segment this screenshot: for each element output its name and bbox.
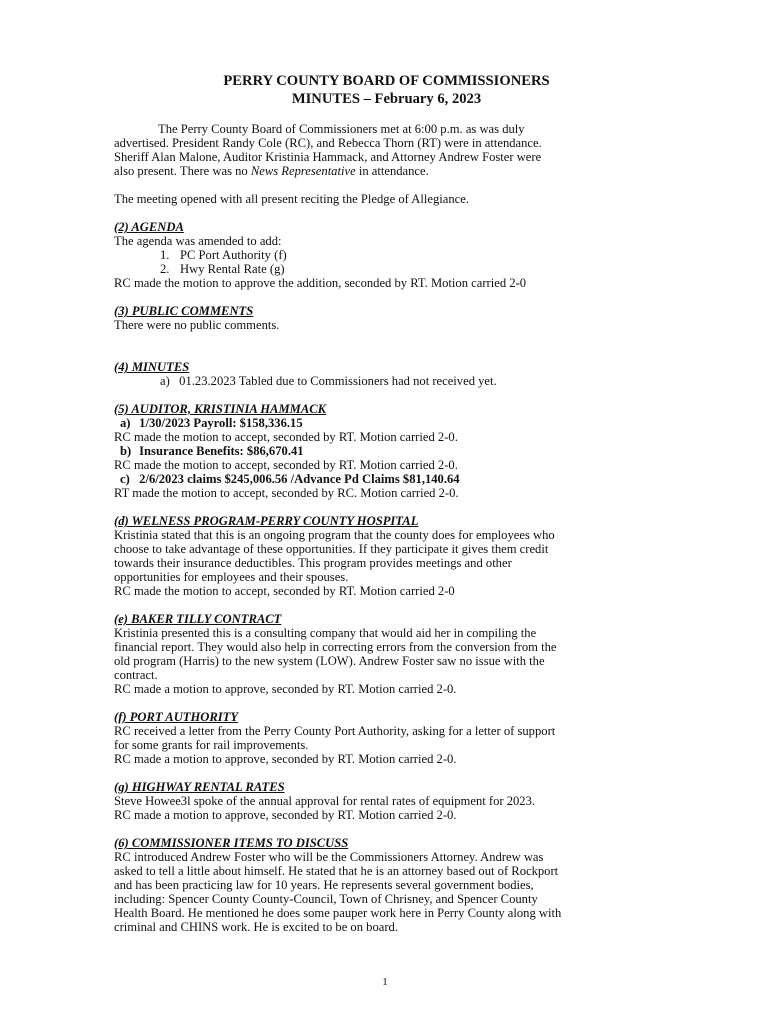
list-letter: a) bbox=[160, 374, 170, 388]
motion-text: RC made a motion to approve, seconded by RT. Motion carried 2-0. bbox=[114, 808, 457, 822]
spacer bbox=[114, 290, 659, 304]
body-line: Steve Howee3l spoke of the annual approval for rental rates of equipment for 2023. bbox=[114, 794, 536, 808]
section-wellness bbox=[114, 514, 659, 598]
agenda-intro: The agenda was amended to add: bbox=[114, 234, 282, 248]
list-text: 01.23.2023 Tabled due to Commissioners had not received yet. bbox=[179, 374, 497, 388]
section-commissioner-items bbox=[114, 836, 659, 934]
section-heading: (g) HIGHWAY RENTAL RATES bbox=[114, 780, 285, 794]
body-line: financial report. They would also help in correcting errors from the conversion from the bbox=[114, 640, 557, 654]
spacer bbox=[114, 108, 659, 122]
section-public-comments bbox=[114, 304, 659, 332]
intro-text: also present. There was no bbox=[114, 164, 251, 178]
body-line: and has been practicing law for 10 years. He represents several government bodies, bbox=[114, 878, 534, 892]
spacer bbox=[114, 598, 659, 612]
section-heading: (f) PORT AUTHORITY bbox=[114, 710, 239, 724]
body-line: towards their insurance deductibles. This program provides meetings and other bbox=[114, 556, 512, 570]
section-heading: (3) PUBLIC COMMENTS bbox=[114, 304, 254, 318]
minutes-item bbox=[114, 374, 659, 388]
body-line: RC received a letter from the Perry County Port Authority, asking for a letter of support bbox=[114, 724, 556, 738]
motion-text: RC made a motion to approve, seconded by RT. Motion carried 2-0. bbox=[114, 752, 457, 766]
section-port-authority bbox=[114, 710, 659, 766]
spacer bbox=[114, 766, 659, 780]
list-text: Insurance Benefits: $86,670.41 bbox=[139, 444, 304, 458]
public-text: There were no public comments. bbox=[114, 318, 280, 332]
motion-text: RC made the motion to accept, seconded by RT. Motion carried 2-0. bbox=[114, 430, 458, 444]
section-auditor bbox=[114, 402, 659, 500]
pledge-text: The meeting opened with all present reciting the Pledge of Allegiance. bbox=[114, 192, 469, 206]
spacer bbox=[114, 206, 659, 220]
spacer bbox=[114, 500, 659, 514]
title-line-2: MINUTES – February 6, 2023 bbox=[291, 91, 482, 107]
list-letter: a) bbox=[120, 416, 131, 430]
page-number: 1 bbox=[382, 976, 388, 988]
auditor-item bbox=[114, 472, 659, 486]
motion-text: RC made the motion to approve the addition, seconded by RT. Motion carried 2-0 bbox=[114, 276, 527, 290]
body-line: choose to take advantage of these opportunities. If they participate it gives them credit bbox=[114, 542, 549, 556]
list-text: 2/6/2023 claims $245,006.56 /Advance Pd Claims $81,140.64 bbox=[139, 472, 460, 486]
body-line: old program (Harris) to the new system (LOW). Andrew Foster saw no issue with the bbox=[114, 654, 545, 668]
intro-line: Sheriff Alan Malone, Auditor Kristinia Hammack, and Attorney Andrew Foster were bbox=[114, 150, 542, 164]
list-text: 1/30/2023 Payroll: $158,336.15 bbox=[139, 416, 303, 430]
list-number: 2. bbox=[160, 262, 170, 276]
section-heading: (e) BAKER TILLY CONTRACT bbox=[114, 612, 282, 626]
auditor-item bbox=[114, 444, 659, 458]
motion-text: RC made the motion to accept, seconded by RT. Motion carried 2-0 bbox=[114, 584, 455, 598]
agenda-list-item bbox=[114, 248, 659, 262]
section-heading: (6) COMMISSIONER ITEMS TO DISCUSS bbox=[114, 836, 349, 850]
section-heading: (5) AUDITOR, KRISTINIA HAMMACK bbox=[114, 402, 327, 416]
spacer bbox=[114, 696, 659, 710]
section-agenda bbox=[114, 220, 659, 290]
section-highway-rental bbox=[114, 780, 659, 822]
body-line: Kristinia stated that this is an ongoing program that the county does for employees who bbox=[114, 528, 555, 542]
body-line: asked to tell a little about himself. He stated that he is an attorney based out of Rockport bbox=[114, 864, 559, 878]
intro-text: in attendance. bbox=[355, 164, 429, 178]
section-minutes bbox=[114, 360, 659, 388]
body-line: including: Spencer County County-Council, Town of Chrisney, and Spencer County bbox=[114, 892, 538, 906]
body-line: for some grants for rail improvements. bbox=[114, 738, 309, 752]
intro-line bbox=[114, 164, 659, 178]
title-line-1: PERRY COUNTY BOARD OF COMMISSIONERS bbox=[223, 73, 550, 89]
body-line: RC introduced Andrew Foster who will be the Commissioners Attorney. Andrew was bbox=[114, 850, 544, 864]
spacer bbox=[114, 388, 659, 402]
intro-paragraph bbox=[114, 122, 659, 178]
intro-line: The Perry County Board of Commissioners met at 6:00 p.m. as was duly bbox=[158, 122, 525, 136]
document-page bbox=[114, 72, 659, 934]
intro-emphasis: News Representative bbox=[250, 164, 356, 178]
list-text: Hwy Rental Rate (g) bbox=[180, 262, 285, 276]
section-heading: (2) AGENDA bbox=[114, 220, 184, 234]
section-heading: (d) WELNESS PROGRAM-PERRY COUNTY HOSPITAL bbox=[114, 514, 419, 528]
agenda-list-item bbox=[114, 262, 659, 276]
list-letter: b) bbox=[120, 444, 132, 458]
spacer bbox=[114, 178, 659, 192]
body-line: criminal and CHINS work. He is excited to be on board. bbox=[114, 920, 398, 934]
body-line: Health Board. He mentioned he does some pauper work here in Perry County along with bbox=[114, 906, 562, 920]
body-line: Kristinia presented this is a consulting company that would aid her in compiling the bbox=[114, 626, 537, 640]
spacer bbox=[114, 332, 659, 360]
list-letter: c) bbox=[120, 472, 130, 486]
auditor-item bbox=[114, 416, 659, 430]
document-title bbox=[114, 72, 659, 108]
section-heading: (4) MINUTES bbox=[114, 360, 190, 374]
section-baker-tilly bbox=[114, 612, 659, 696]
body-line: opportunities for employees and their spouses. bbox=[114, 570, 349, 584]
spacer bbox=[114, 822, 659, 836]
intro-line: advertised. President Randy Cole (RC), and Rebecca Thorn (RT) were in attendance. bbox=[114, 136, 542, 150]
list-text: PC Port Authority (f) bbox=[180, 248, 287, 262]
motion-text: RT made the motion to accept, seconded by RC. Motion carried 2-0. bbox=[114, 486, 459, 500]
body-line: contract. bbox=[114, 668, 158, 682]
list-number: 1. bbox=[160, 248, 170, 262]
motion-text: RC made the motion to accept, seconded by RT. Motion carried 2-0. bbox=[114, 458, 458, 472]
motion-text: RC made a motion to approve, seconded by RT. Motion carried 2-0. bbox=[114, 682, 457, 696]
